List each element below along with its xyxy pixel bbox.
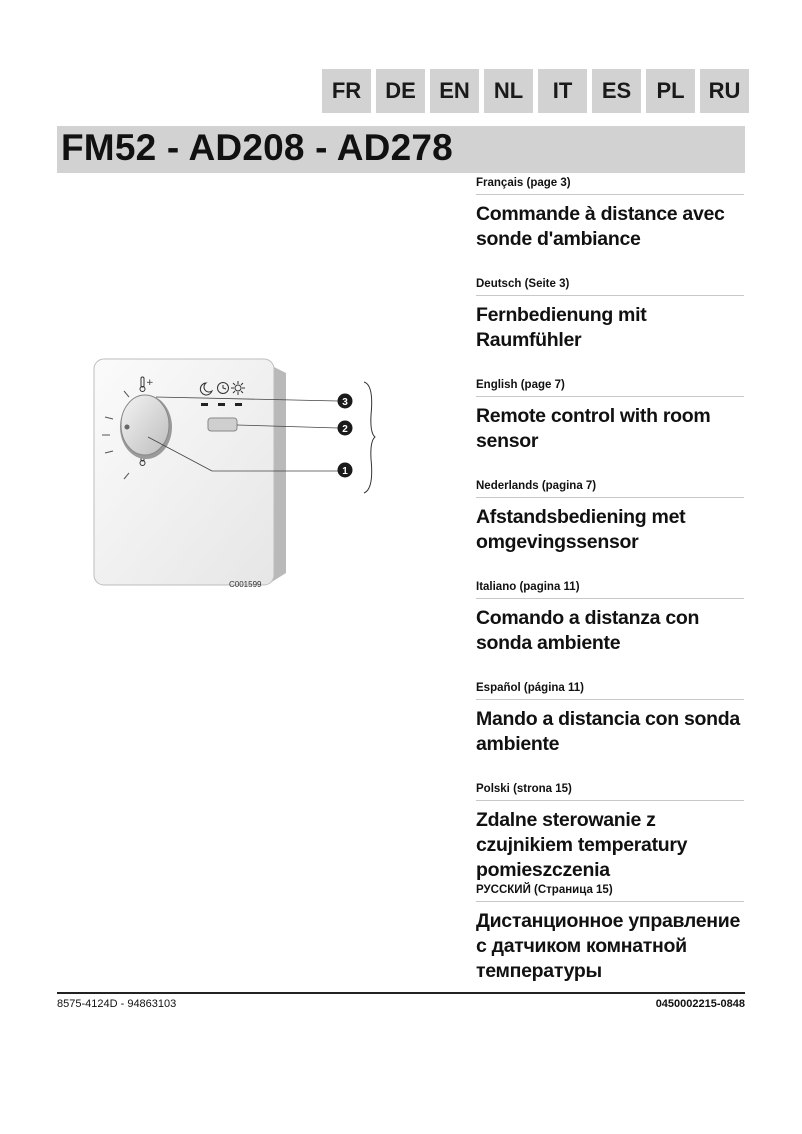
section-label[interactable]: English (page 7) xyxy=(476,376,744,397)
mode-button[interactable] xyxy=(208,418,237,431)
section-de xyxy=(476,275,744,376)
footer-divider xyxy=(57,992,745,994)
title-bar xyxy=(57,126,745,173)
section-en xyxy=(476,376,744,477)
callout-brace xyxy=(364,382,375,493)
footer-document-number: 8575-4124D - 94863103 xyxy=(57,998,177,1010)
page-title: FM52 - AD208 - AD278 xyxy=(61,127,453,168)
section-label[interactable]: Deutsch (Seite 3) xyxy=(476,275,744,296)
device-illustration xyxy=(90,355,380,595)
section-label[interactable]: Español (página 11) xyxy=(476,679,744,700)
device-face xyxy=(94,359,274,585)
section-title: Afstandsbediening met omgevingssensor xyxy=(476,506,686,553)
lang-tab-fr[interactable]: FR xyxy=(322,69,371,113)
lang-tab-it[interactable]: IT xyxy=(538,69,587,113)
lang-tab-es[interactable]: ES xyxy=(592,69,641,113)
led-day xyxy=(235,403,242,406)
section-title: Fernbedienung mit Raumfühler xyxy=(476,304,647,351)
callout-label: 2 xyxy=(342,424,348,435)
language-sections xyxy=(476,174,744,993)
section-label[interactable]: Italiano (pagina 11) xyxy=(476,578,744,599)
section-ru xyxy=(476,881,744,993)
lang-tab-pl[interactable]: PL xyxy=(646,69,695,113)
dial-marker xyxy=(125,425,130,430)
section-title: Comando a distanza con sonda ambiente xyxy=(476,607,700,654)
section-fr xyxy=(476,174,744,275)
section-title: Remote control with room sensor xyxy=(476,405,711,452)
led-night xyxy=(201,403,208,406)
footer-reference-number: 0450002215-0848 xyxy=(655,998,745,1010)
section-title: Commande à distance avec sonde d'ambiance xyxy=(476,203,725,250)
figure-code: C001599 xyxy=(229,580,262,589)
language-tabs xyxy=(322,69,749,113)
section-pl xyxy=(476,780,744,881)
lang-tab-ru[interactable]: RU xyxy=(700,69,749,113)
section-label[interactable]: Français (page 3) xyxy=(476,174,744,195)
dial-plus-label: + xyxy=(146,378,154,388)
lang-tab-de[interactable]: DE xyxy=(376,69,425,113)
callout-label: 3 xyxy=(342,397,348,408)
section-it xyxy=(476,578,744,679)
section-es xyxy=(476,679,744,780)
led-auto xyxy=(218,403,225,406)
section-label[interactable]: Polski (strona 15) xyxy=(476,780,744,801)
section-nl xyxy=(476,477,744,578)
section-title: Mando a distancia con sonda ambiente xyxy=(476,708,740,755)
section-label[interactable]: Nederlands (pagina 7) xyxy=(476,477,744,498)
section-label[interactable]: РУССКИЙ (Страница 15) xyxy=(476,881,744,902)
lang-tab-nl[interactable]: NL xyxy=(484,69,533,113)
section-title: Дистанционное управление с датчиком комнатной температуры xyxy=(476,910,741,982)
section-title: Zdalne sterowanie z czujnikiem temperatury pomieszczenia xyxy=(476,809,688,881)
lang-tab-en[interactable]: EN xyxy=(430,69,479,113)
callout-label: 1 xyxy=(342,466,348,477)
